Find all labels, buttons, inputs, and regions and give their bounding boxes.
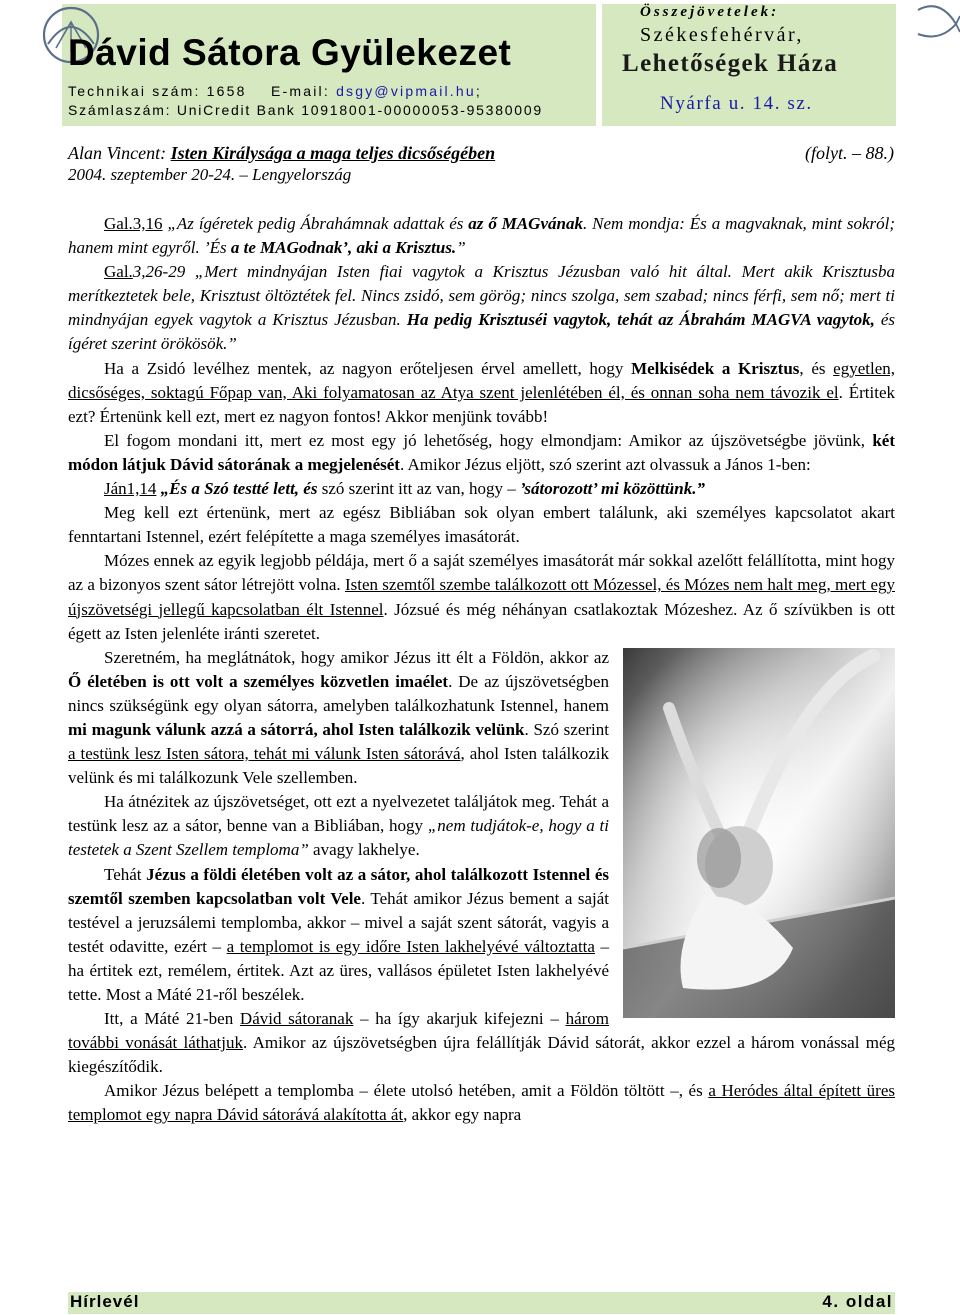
article-title: Isten Királysága a maga teljes dicsőségében xyxy=(170,143,496,163)
paragraph-mozes: Mózes ennek az egyik legjobb példája, mert ő a saját személyes imasátorát már sokkal azelőtt felállította, mint hogy az a bizonyos szent sátor létrejött volna. Isten szemtől szembe találkozott ott Mózessel, és Mózes nem halt meg, mert egy újszövetségi jellegű kapcsolatban élt Istennel. Józsué és még néhányan csatlakoztak Mózeshez. Az ő szívükben is ott égett az Isten jelenléte iránti szeretet. xyxy=(68,551,895,643)
worship-photo xyxy=(623,648,895,1018)
bank-account: Számlaszám: UniCredit Bank 10918001-00000053-95380009 xyxy=(68,102,543,118)
paragraph-jan-1-14: Ján1,14 „És a Szó testté lett, és szó szerint itt az van, hogy – ’sátorozott’ mi közöttünk.” xyxy=(104,479,705,499)
scripture-ref-gal-3-26: Gal. xyxy=(104,262,133,282)
fish-logo-icon xyxy=(912,2,960,44)
page-footer xyxy=(68,1292,895,1314)
paragraph-ket-mod: El fogom mondani itt, mert ez most egy jó lehetőség, hogy elmondjam: Amikor az újszövetségbe jövünk, két módon látjuk Dávid sátorának a megjelenését. Amikor Jézus eljött, szó szerint azt olvassuk a János 1-ben: xyxy=(68,430,895,474)
tech-contact-line xyxy=(68,83,482,99)
paragraph-mate-21: Itt, a Máté 21-ben Dávid sátoranak – ha így akarjuk kifejezni – három további vonását láthatjuk. Amikor az újszövetségben újra felállítják Dávid sátorát, akkor ezzel a három vonással még kiegészítődik. xyxy=(68,1009,896,1077)
paragraph-imasator: Meg kell ezt értenünk, mert az egész Bibliában sok olyan embert találunk, aki személyes kapcsolatot akart fenntartani Istennel, ezért felépítette a maga személyes imasátorát. xyxy=(68,503,895,547)
scripture-ref-gal-3-16: Gal.3,16 xyxy=(104,214,163,233)
article-date: 2004. szeptember 20-24. – Lengyelország xyxy=(68,165,352,184)
email-label: E-mail: xyxy=(271,83,330,99)
meeting-city: Székesfehérvár, xyxy=(640,24,804,46)
paragraph-templom: Amikor Jézus belépett a templomba – élete utolsó hetében, amit a Földön töltött –, és a Heródes által épített üres templomot egy napra Dávid sátorává alakította át, akkor egy napra xyxy=(68,1081,895,1125)
paragraph-gal-3-16: Gal.3,16 „Az ígéretek pedig Ábrahámnak adattak és az ő MAGvának. Nem mondja: És a magvaknak, mint sokról; hanem mint egyről. ’És a te MAGodnak’, aki a Krisztus.” xyxy=(68,214,896,258)
meeting-address: Nyárfa u. 14. sz. xyxy=(660,93,813,114)
footer-page-number: 4. oldal xyxy=(822,1292,893,1311)
article-author: Alan Vincent: xyxy=(68,143,167,163)
scripture-ref-jan-1-14: Ján1,14 xyxy=(104,479,157,499)
paragraph-jezus-imaelet: Szeretném, ha meglátnátok, hogy amikor Jézus itt élt a Földön, akkor az Ő életében is ott volt a személyes közvetlen imaélet. De az újszövetségben nincs szükségünk egy olyan sátorra, amelyben találkozhatunk Istennel, hanem mi magunk válunk azzá a sátorrá, ahol Isten találkozik velünk. Szó szerint a testünk lesz Isten sátora, tehát mi válunk Isten sátorává, ahol Isten találkozik velünk és mi találkozunk Vele szellemben. xyxy=(68,647,609,788)
paragraph-uj-szovetseg: Ha átnézitek az újszövetséget, ott ezt a nyelvezetet találjátok meg. Tehát a testünk lesz az a sátor, benne van a Bibliában, hogy „nem tudjátok-e, hogy a ti testetek a Szent Szellem temploma” avagy lakhelye. xyxy=(68,792,609,860)
email-suffix: ; xyxy=(475,83,482,99)
meeting-label: Összejövetelek: xyxy=(640,4,780,20)
article-byline xyxy=(68,143,495,164)
paragraph-gal-3-26: Gal.3,26-29 „Mert mindnyájan Isten fiai vagytok a Krisztus Jézusban való hit által. Mert akik Krisztusba merítkeztetek bele, Krisztust öltöztétek fel. Nincs zsidó, sem görög; nincs szolga, sem szabad; nincs férfi, sem nő; mert ti mindnyájan egyek vagytok a Krisztus Jézusban. Ha pedig Krisztuséi vagytok, tehát az Ábrahám MAGVA vagytok, és ígéret szerint örökösök.” xyxy=(68,262,896,354)
article-body xyxy=(68,212,895,1128)
page-title: Dávid Sátora Gyülekezet xyxy=(68,32,512,73)
article-continued: (folyt. – 88.) xyxy=(805,143,894,163)
paragraph-jezus-sator: Tehát Jézus a földi életében volt az a sátor, ahol találkozott Istennel és szemtől szemben kapcsolatban volt Vele. Tehát amikor Jézus bement a saját testével a jeruzsálemi templomba, akkor – mivel a saját szent sátorát, vagyis a testét odavitte, ezért – a templomot is egy időre Isten lakhelyévé változtatta – ha értitek ezt, remélem, értitek. Azt az üres, vallásos épületet Isten lakhelyévé tette. Most a Máté 21-ről beszélek. xyxy=(68,864,610,1004)
meeting-venue: Lehetőségek Háza xyxy=(622,50,839,77)
paragraph-melkisedek: Ha a Zsidó levélhez mentek, az nagyon erőteljesen érvel amellett, hogy Melkisédek a Krisztus, és egyetlen, dicsőséges, soktagú Főpap van, Aki folyamatosan az Atya szent jelenlétében él, és onnan soha nem távozik el. Értitek ezt? Értenünk kell ezt, mert ez nagyon fontos! Akkor menjünk tovább! xyxy=(68,358,895,426)
tech-number: Technikai szám: 1658 xyxy=(68,83,247,99)
footer-newsletter-label: Hírlevél xyxy=(70,1292,140,1311)
email-link[interactable]: dsgy@vipmail.hu xyxy=(336,83,476,99)
